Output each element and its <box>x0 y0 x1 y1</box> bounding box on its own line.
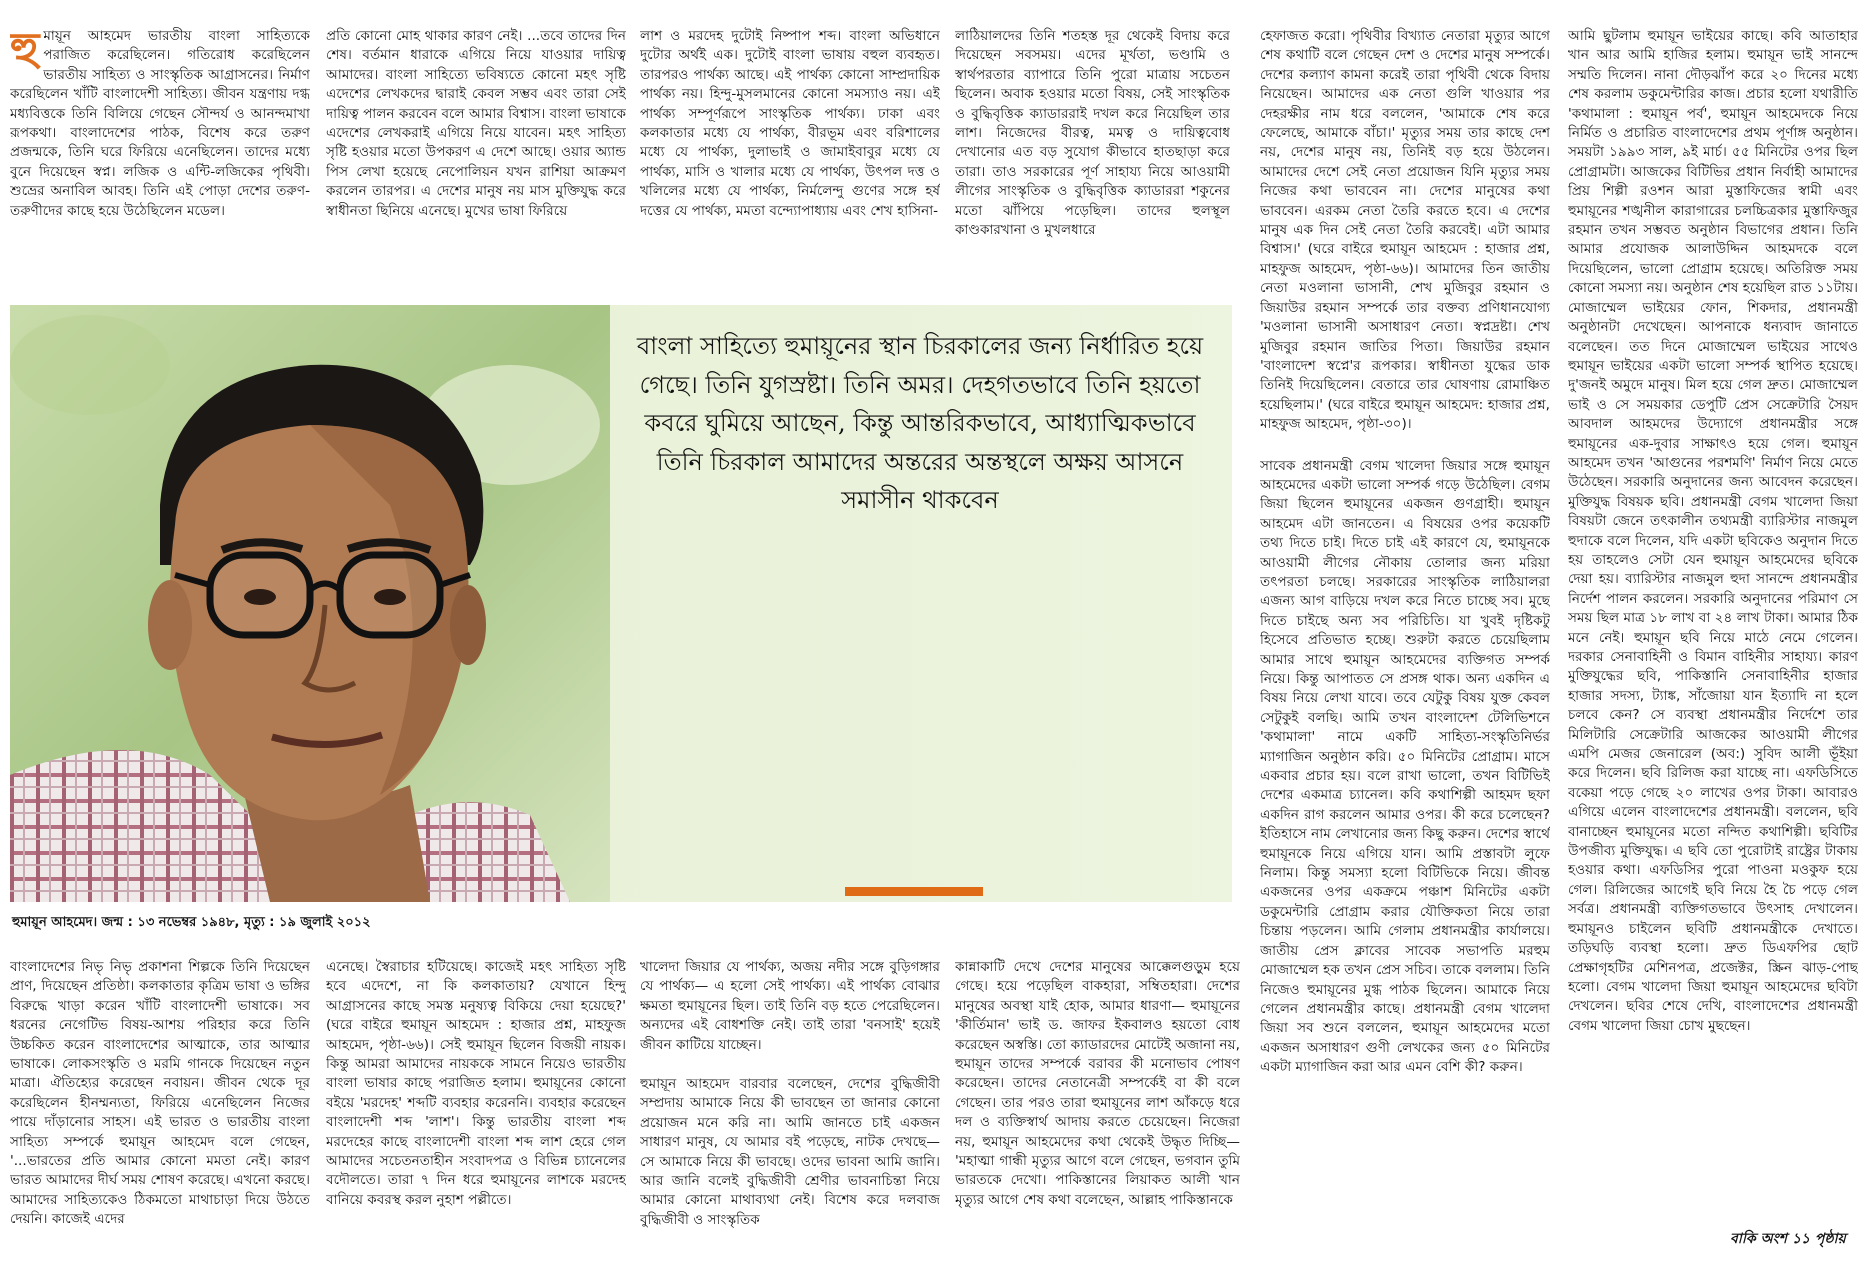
article-column-2-top <box>326 27 626 272</box>
continued-note: বাকি অংশ ১১ পৃষ্ঠায় <box>1730 1231 1846 1247</box>
feature-banner <box>10 305 1232 902</box>
article-column-4-bottom <box>955 958 1240 1263</box>
article-column-4-top <box>955 27 1230 272</box>
article-column-2-bottom <box>326 958 626 1263</box>
article-text: হুমায়ূন আহমেদ বারবার বলেছেন, দেশের বুদ্ধিজীবী সম্প্রদায় আমাকে নিয়ে কী ভাবছেন তা জানার কোনো প্রয়োজন মনে করি না। আমি জানতে চাই একজন সাধারণ মানুষ, যে আমার বই পড়েছে, নাটক দেখছে— সে আমাকে নিয়ে কী ভাবছে। ওদের ভাবনা আমি জানি। আর জানি বলেই বুদ্ধিজীবী শ্রেণীর ভাবনাচিন্তা নিয়ে আমার কোনো মাথাব্যথা নেই। বিশেষ করে দলবাজ বুদ্ধিজীবী ও সাংস্কৃতিক <box>640 1076 940 1228</box>
pull-quote: বাংলা সাহিত্যে হুমায়ূনের স্থান চিরকালের জন্য নির্ধারিত হয়ে গেছে। তিনি যুগস্রষ্টা। তিনি অমর। দেহগতভাবে তিনি হয়তো কবরে ঘুমিয়ে আছেন, কিন্তু আন্তরিকভাবে, আধ্যাত্মিকভাবে তিনি চিরকাল আমাদের অন্তরের অন্তস্থলে অক্ষয় আসনে সমাসীন থাকবেন <box>636 332 1204 515</box>
article-text: লাশ ও মরদেহ দুটোই নিষ্পাপ শব্দ। বাংলা অভিধানে দুটোর অর্থই এক। দুটোই বাংলা ভাষায় বহুল ব্যবহৃত। তারপরও পার্থক্য আছে। এই পার্থক্য কোনো সাম্প্রদায়িক পার্থক্য নয়। হিন্দু-মুসলমানের কোনো সমস্যাও নয়। এই পার্থক্য সম্পূর্ণরূপে সাংস্কৃতিক পার্থক্য। ঢাকা এবং কলকাতার মধ্যে যে পার্থক্য, বীরভূম এবং বরিশালের মধ্যে যে পার্থক্য, দুলাভাই ও জামাইবাবুর মধ্যে যে পার্থক্য, মাসি ও খালার মধ্যে যে পার্থক্য, উৎপল দত্ত ও খলিলের মধ্যে যে পার্থক্য, নির্মলেন্দু গুণের সঙ্গে হর্ষ দত্তের যে পার্থক্য, মমতা বন্দ্যোপাধ্যায় এবং শেখ হাসিনা- <box>640 28 940 219</box>
article-column-1-bottom <box>10 958 310 1263</box>
dropcap: হু <box>10 27 40 76</box>
article-column-6 <box>1568 27 1858 1222</box>
article-text: এনেছে। স্বৈরাচার হটিয়েছে। কাজেই মহৎ সাহিত্য সৃষ্টি হবে এদেশে, না কি কলকাতায়? যেখানে হিন্দু আগ্রাসনের কাছে সমস্ত মনুষ্যত্ব বিকিয়ে দেয়া হয়েছে?' (ঘরে বাইরে হুমায়ূন আহমেদ : হাজার প্রশ্ন, মাহফুজ আহমেদ, পৃষ্ঠা-৬৬)। সেই হুমায়ূন ছিলেন বিজয়ী নায়ক। কিন্তু আমরা আমাদের নায়ককে সামনে নিয়েও ভারতীয় বাংলা ভাষার কাছে পরাজিত হলাম। হুমায়ূনের কোনো বইয়ে 'মরদেহ' শব্দটি ব্যবহার করেননি। ব্যবহার করেছেন বাংলাদেশী শব্দ 'লাশ'। কিন্তু ভারতীয় বাংলা শব্দ মরদেহের কাছে বাংলাদেশী বাংলা শব্দ লাশ হেরে গেল আমাদের সচেতনতাহীন সংবাদপত্র ও বিভিন্ন চ্যানেলের বদৌলতে। তারা ৭ দিন ধরে হুমায়ূনের লাশকে মরদেহ বানিয়ে কবরস্থ করল নুহাশ পল্লীতে। <box>326 959 626 1208</box>
article-text: বাংলাদেশের নিভৃ নিভৃ প্রকাশনা শিল্পকে তিনি দিয়েছেন প্রাণ, দিয়েছেন প্রতিষ্ঠা। কলকাতার কৃত্রিম ভাষা ও ভঙ্গির বিরুদ্ধে খাড়া করেন খাঁটি বাংলাদেশী ভাষাকে। সব ধরনের নেগেটিভ বিষয়-আশয় পরিহার করে তিনি উচ্চকিত করেন বাংলাদেশের আত্মাকে, তার আত্মার ভাষাকে। লোকসংস্কৃতি ও মরমি গানকে দিয়েছেন নতুন মাত্রা। ঐতিহ্যের করেছেন নবায়ন। জীবন থেকে দূর করেছিলেন হীনম্মন্যতা, ফিরিয়ে এনেছিলেন নিজের পায়ে দাঁড়ানোর সাহস। এই ভারত ও ভারতীয় বাংলা সাহিত্য সম্পর্কে হুমায়ূন আহমেদ বলে গেছেন, '...ভারতের প্রতি আমার কোনো মমতা নেই। কারণ ভারত আমাদের দীর্ঘ সময় শোষণ করেছে। এখনো করছে। আমাদের সাহিত্যকেও ঠিকমতো মাথাচাড়া দিয়ে উঠতে দেয়নি। কাজেই এদের <box>10 959 310 1228</box>
article-text: সাবেক প্রধানমন্ত্রী বেগম খালেদা জিয়ার সঙ্গে হুমায়ূন আহমেদের একটা ভালো সম্পর্ক গড়ে উঠেছিল। বেগম জিয়া ছিলেন হুমায়ূনের একজন গুণগ্রাহী। হুমায়ূন আহমেদ এটা জানতেন। এ বিষয়ের ওপর কয়েকটি তথ্য দিতে চাই। দিতে চাই এই কারণে যে, হুমায়ূনকে আওয়ামী লীগের নৌকায় তোলার জন্য মরিয়া তৎপরতা চলছে। সরকারের সাংস্কৃতিক লাঠিয়ালরা এজন্য আগ বাড়িয়ে দখল করে নিতে চাচ্ছে সব। মুছে দিতে চাইছে অন্য সব পরিচিতি। যা খুবই দৃষ্টিকটু হিসেবে প্রতিভাত হচ্ছে। শুরুটা করতে চেয়েছিলাম আমার সাথে হুমায়ূন আহমেদের ব্যক্তিগত সম্পর্ক নিয়ে। কিন্তু আপাতত সে প্রসঙ্গ থাক। অন্য একদিন এ বিষয় নিয়ে লেখা যাবে। তবে যেটুকু বিষয় যুক্ত কেবল সেটুকুই বলছি। আমি তখন বাংলাদেশ টেলিভিশনে 'কথামালা' নামে একটি সাহিত্য-সংস্কৃতিনির্ভর ম্যাগাজিন অনুষ্ঠান করি। ৫০ মিনিটের প্রোগ্রাম। মাসে একবার প্রচার হয়। বলে রাখা ভালো, তখন বিটিভিই দেশের একমাত্র চ্যানেল। কবি কথাশিল্পী আহমদ ছফা একদিন রাগ করলেন আমার ওপর। কী করে চলেছেন? ইতিহাসে নাম লেখানোর জন্য কিছু করুন। দেশের স্বার্থে হুমায়ূনকে নিয়ে এগিয়ে যান। আমি প্রস্তাবটা লুফে নিলাম। কিন্তু সমস্যা হলো বিটিভিকে নিয়ে। জীবন্ত একজনের ওপর একক্রমে পঞ্চাশ মিনিটের একটা ডকুমেন্টারি প্রোগ্রাম করার যৌক্তিকতা নিয়ে তারা চিন্তায় পড়লেন। আমি গেলাম প্রধানমন্ত্রীর কার্যালয়ে। জাতীয় প্রেস ক্লাবের সাবেক সভাপতি মরহুম মোজাম্মেল হক তখন প্রেস সচিব। তাকে বললাম। তিনি নিজেও হুমায়ূনের মুগ্ধ পাঠক ছিলেন। আমাকে নিয়ে গেলেন প্রধানমন্ত্রীর কাছে। প্রধানমন্ত্রী বেগম খালেদা জিয়া সব শুনে বললেন, হুমায়ূন আহমেদের মতো একজন অসাধারণ গুণী লেখকের জন্য ৫০ মিনিটের একটা ম্যাগাজিন করা আর এমন বেশি কী? করুন। <box>1260 457 1550 1076</box>
article-text: হেফাজত করো। পৃথিবীর বিখ্যাত নেতারা মৃত্যুর আগে শেষ কথাটি বলে গেছেন দেশ ও দেশের মানুষ সম্পর্কে। দেশের কল্যাণ কামনা করেই তারা পৃথিবী থেকে বিদায় নিয়েছেন। আমাদের এক নেতা গুলি খাওয়ার পর দেহরক্ষীর নাম ধরে বললেন, 'আমাকে শেষ করে ফেলেছে, আমাকে বাঁচা।' মৃত্যুর সময় তার কাছে দেশ নয়, দেশের মানুষ নয়, তিনিই বড় হয়ে উঠলেন। আমাদের দেশে সেই নেতা প্রয়োজন যিনি মৃত্যুর সময় নিজের কথা ভাববেন না। দেশের মানুষের কথা ভাববেন। এরকম নেতা তৈরি করতে হবে। এ দেশের মানুষ এক দিন সেই নেতা তৈরি করবেই। এটা আমার বিশ্বাস।' (ঘরে বাইরে হুমায়ূন আহমেদ : হাজার প্রশ্ন, মাহফুজ আহমেদ, পৃষ্ঠা-৬৬)। আমাদের তিন জাতীয় নেতা মওলানা ভাসানী, শেখ মুজিবুর রহমান ও জিয়াউর রহমান সম্পর্কে তার বক্তব্য প্রণিধানযোগ্য 'মওলানা ভাসানী অসাধারণ নেতা। স্বপ্নদ্রষ্টা। শেখ মুজিবুর রহমান জাতির পিতা। জিয়াউর রহমান 'বাংলাদেশ স্বপ্নে'র রূপকার। স্বাধীনতা যুদ্ধের ডাক তিনিই দিয়েছিলেন। বেতারে তার ঘোষণায় রোমাঞ্চিত হয়েছিলাম।' (ঘরে বাইরে হুমায়ূন আহমেদ: হাজার প্রশ্ন, মাহফুজ আহমেদ, পৃষ্ঠা-৩০)। <box>1260 28 1550 433</box>
photo-caption: হুমায়ূন আহমেদ। জন্ম : ১৩ নভেম্বর ১৯৪৮, মৃত্যু : ১৯ জুলাই ২০১২ <box>12 915 371 930</box>
article-text: মায়ূন আহমেদ ভারতীয় বাংলা সাহিত্যকে পরাজিত করেছিলেন। গতিরোধ করেছিলেন ভারতীয় সাহিত্য ও সাংস্কৃতিক আগ্রাসনের। নির্মাণ করেছিলেন খাঁটি বাংলাদেশী সাহিত্য। জীবন যন্ত্রণায় দগ্ধ মধ্যবিত্তকে তিনি বিলিয়ে গেছেন সৌন্দর্য ও আনন্দমাখা রূপকথা। বাংলাদেশের পাঠক, বিশেষ করে তরুণ প্রজন্মকে, তিনি ঘরে ফিরিয়ে এনেছিলেন। তাদের মধ্যে বুনে দিয়েছেন স্বপ্ন। লজিক ও এন্টি-লজিকের পৃথিবী। শুভ্রের অনাবিল আবহ। তিনি এই পোড়া দেশের তরুণ-তরুণীদের কাছে হয়ে উঠেছিলেন মডেল। <box>10 28 310 219</box>
article-text: আমি ছুটলাম হুমায়ূন ভাইয়ের কাছে। কবি আতাহার খান আর আমি হাজির হলাম। হুমায়ূন ভাই সানন্দে সম্মতি দিলেন। নানা দৌড়ঝাঁপ করে ২০ দিনের মধ্যে শেষ করলাম ডকুমেন্টারির কাজ। প্রচার হলো যথারীতি 'কথামালা : হুমায়ূন পর্ব', হুমায়ূন আহমেদকে নিয়ে নির্মিত ও প্রচারিত বাংলাদেশের প্রথম পূর্ণাঙ্গ অনুষ্ঠান। সময়টা ১৯৯৩ সাল, ৯ই মার্চ। ৫৫ মিনিটের ওপর ছিল প্রোগ্রামটা। আজকের বিটিভির প্রধান নির্বাহী আমাদের প্রিয় শিল্পী রওশন আরা মুস্তাফিজের স্বামী এবং হুমায়ূনের শঙ্খনীল কারাগারের চলচ্চিত্রকার মুস্তাফিজুর রহমান তখন সম্ভবত অনুষ্ঠান বিভাগের প্রধান। তিনি আমার প্রযোজক আলাউদ্দিন আহমদকে বলে দিয়েছিলেন, ভালো প্রোগ্রাম হয়েছে। অতিরিক্ত সময় কোনো সমস্যা নয়। অনুষ্ঠান শেষ হয়েছিল রাত ১১টায়। মোজাম্মেল ভাইয়ের ফোন, শিকদার, প্রধানমন্ত্রী অনুষ্ঠানটা দেখেছেন। আপনাকে ধন্যবাদ জানাতে বলেছেন। তত দিনে মোজাম্মেল ভাইয়ের সাথেও হুমায়ূন ভাইয়ের একটা ভালো সম্পর্ক স্থাপিত হয়েছে। দু'জনই অমুদে মানুষ। মিল হয়ে গেল দ্রুত। মোজাম্মেল ভাই ও সে সময়কার ডেপুটি প্রেস সেক্রেটারি সৈয়দ আবদাল আহমদের উদ্যোগে প্রধানমন্ত্রীর সঙ্গে হুমায়ূনের এক-দুবার সাক্ষাৎও হয়ে গেল। হুমায়ূন আহমেদ তখন 'আগুনের পরশমণি' নির্মাণ নিয়ে মেতে উঠেছেন। সরকারি অনুদানের জন্য আবেদন করেছেন। মুক্তিযুদ্ধ বিষয়ক ছবি। প্রধানমন্ত্রী বেগম খালেদা জিয়া বিষয়টা জেনে তৎকালীন তথ্যমন্ত্রী ব্যারিস্টার নাজমুল হুদাকে বলে দিলেন, যদি একটা ছবিকেও অনুদান দিতে হয় তাহলেও সেটা যেন হুমায়ূন আহমেদের ছবিকে দেয়া হয়। ব্যারিস্টার নাজমুল হুদা সানন্দে প্রধানমন্ত্রীর নির্দেশ পালন করলেন। সরকারি অনুদানের পরিমাণ সে সময় ছিল মাত্র ১৮ লাখ বা ২৪ লাখ টাকা। আমার ঠিক মনে নেই। হুমায়ূন ছবি নিয়ে মাঠে নেমে গেলেন। দরকার সেনাবাহিনী ও বিমান বাহিনীর সাহায্য। কারণ মুক্তিযুদ্ধের ছবি, পাকিস্তানি সেনাবাহিনীর হাজার হাজার সদস্য, ট্যাঙ্ক, সাঁজোয়া যান ইত্যাদি না হলে চলবে কেন? সে ব্যবস্থা প্রধানমন্ত্রীর নির্দেশে তার মিলিটারি সেক্রেটারি আজকের আওয়ামী লীগের এমপি মেজর জেনারেল (অব:) সুবিদ আলী ভূঁইয়া করে দিলেন। ছবি রিলিজ করা যাচ্ছে না। এফডিসিতে বকেয়া পড়ে গেছে ২০ লাখের ওপর টাকা। আবারও এগিয়ে এলেন বাংলাদেশের প্রধানমন্ত্রী। বললেন, ছবি বানাচ্ছেন হুমায়ূনের মতো নন্দিত কথাশিল্পী। ছবিটির উপজীব্য মুক্তিযুদ্ধ। এ ছবি তো পুরোটাই রাষ্ট্রের টাকায় হওয়ার কথা। এফডিসির পুরো পাওনা মওকুফ হয়ে গেল। রিলিজের আগেই ছবি নিয়ে হৈ চৈ পড়ে গেল সর্বত্র। প্রধানমন্ত্রী ব্যক্তিগতভাবে উৎসাহ দেখালেন। হুমায়ূনও চাইলেন ছবিটি প্রধানমন্ত্রীকে দেখাতে। তড়িঘড়ি ব্যবস্থা হলো। দ্রুত ডিএফপির ছোট প্রেক্ষাগৃহটির মেশিনপত্র, প্রজেক্টর, স্ক্রিন ঝাড়-পোছ হলো। বেগম খালেদা জিয়া হুমায়ূন আহমেদের ছবিটা দেখলেন। ছবির শেষে দেখি, বাংলাদেশের প্রধানমন্ত্রী বেগম খালেদা জিয়া চোখ মুছছেন। <box>1568 28 1858 1034</box>
article-column-3-top <box>640 27 940 272</box>
article-text: কান্নাকাটি দেখে দেশের মানুষের আক্কেলগুড়ুম হয়ে গেছে। হয়ে পড়েছিল বাকহারা, সম্বিতহারা। দেশের মানুষের অবস্থা যাই হোক, আমার ধারণা— হুমায়ূনের 'কীর্তিমান' ভাই ড. জাফর ইকবালও হয়তো বোধ করেছেন অস্বস্তি। তো ক্যাডারদের মোটেই অজানা নয়, হুমায়ূন তাদের সম্পর্কে বরাবর কী মনোভাব পোষণ করেছেন। তাদের নেতানেত্রী সম্পর্কেই বা কী বলে গেছেন। তার পরও তারা হুমায়ূনের লাশ আঁকড়ে ধরে দল ও ব্যক্তিস্বার্থ আদায় করতে চেয়েছেন। নিজেরা নয়, হুমায়ূন আহমেদের কথা থেকেই উদ্ধৃত দিচ্ছি— 'মহাত্মা গান্ধী মৃত্যুর আগে বলে গেছেন, ভগবান তুমি ভারতকে দেখো। পাকিস্তানের লিয়াকত আলী খান মৃত্যুর আগে শেষ কথা বলেছেন, আল্লাহ পাকিস্তানকে <box>955 959 1240 1208</box>
article-column-1-top <box>10 27 310 272</box>
article-text: খালেদা জিয়ার যে পার্থক্য, অজয় নদীর সঙ্গে বুড়িগঙ্গার যে পার্থক্য— এ হলো সেই পার্থক্য। এই পার্থক্য বোঝার ক্ষমতা হুমায়ূনের ছিল। তাই তিনি বড় হতে পেরেছিলেন। অন্যদের এই বোধশক্তি নেই। তাই তারা 'বনসাই' হয়েই জীবন কাটিয়ে যাচ্ছেন। <box>640 959 940 1053</box>
article-column-3-bottom <box>640 958 940 1263</box>
author-photo <box>10 305 610 902</box>
article-text: প্রতি কোনো মোহ থাকার কারণ নেই। ...তবে তাদের দিন শেষ। বর্তমান ধারাকে এগিয়ে নিয়ে যাওয়ার দায়িত্ব আমাদের। বাংলা সাহিত্যে ভবিষ্যতে কোনো মহৎ সৃষ্টি এদেশের লেখকদের দ্বারাই কেবল সম্ভব এবং তারা সেই দায়িত্ব পালন করবেন বলে আমার বিশ্বাস। বাংলা ভাষাকে এদেশের লেখকরাই এগিয়ে নিয়ে যাবেন। মহৎ সাহিত্য সৃষ্টি হওয়ার মতো উপকরণ এ দেশে আছে। ওয়ার অ্যান্ড পিস লেখা হয়েছে নেপোলিয়ন যখন রাশিয়া আক্রমণ করলেন তারপর। এ দেশের মানুষ নয় মাস মুক্তিযুদ্ধ করে স্বাধীনতা ছিনিয়ে এনেছে। মুখের ভাষা ফিরিয়ে <box>326 28 626 219</box>
article-text: লাঠিয়ালদের তিনি শতহস্ত দূর থেকেই বিদায় করে দিয়েছেন সবসময়। এদের মূর্খতা, ভণ্ডামি ও স্বার্থপরতার ব্যাপারে তিনি পুরো মাত্রায় সচেতন ছিলেন। অবাক হওয়ার মতো বিষয়, সেই সাংস্কৃতিক ও বুদ্ধিবৃত্তিক ক্যাডাররাই দখল করে নিয়েছিল তার লাশ। নিজেদের বীরত্ব, মমত্ব ও দায়িত্ববোধ দেখানোর এত বড় সুযোগ কীভাবে হাতছাড়া করে তারা। তাও সরকারের পূর্ণ সাহায্য নিয়ে আওয়ামী লীগের সাংস্কৃতিক ও বুদ্ধিবৃত্তিক ক্যাডাররা শকুনের মতো ঝাঁপিয়ে পড়েছিল। তাদের হুলস্থূল কাণ্ডকারখানা ও মুখলধারে <box>955 28 1230 239</box>
article-column-5 <box>1260 27 1550 1262</box>
accent-rule <box>845 887 983 896</box>
